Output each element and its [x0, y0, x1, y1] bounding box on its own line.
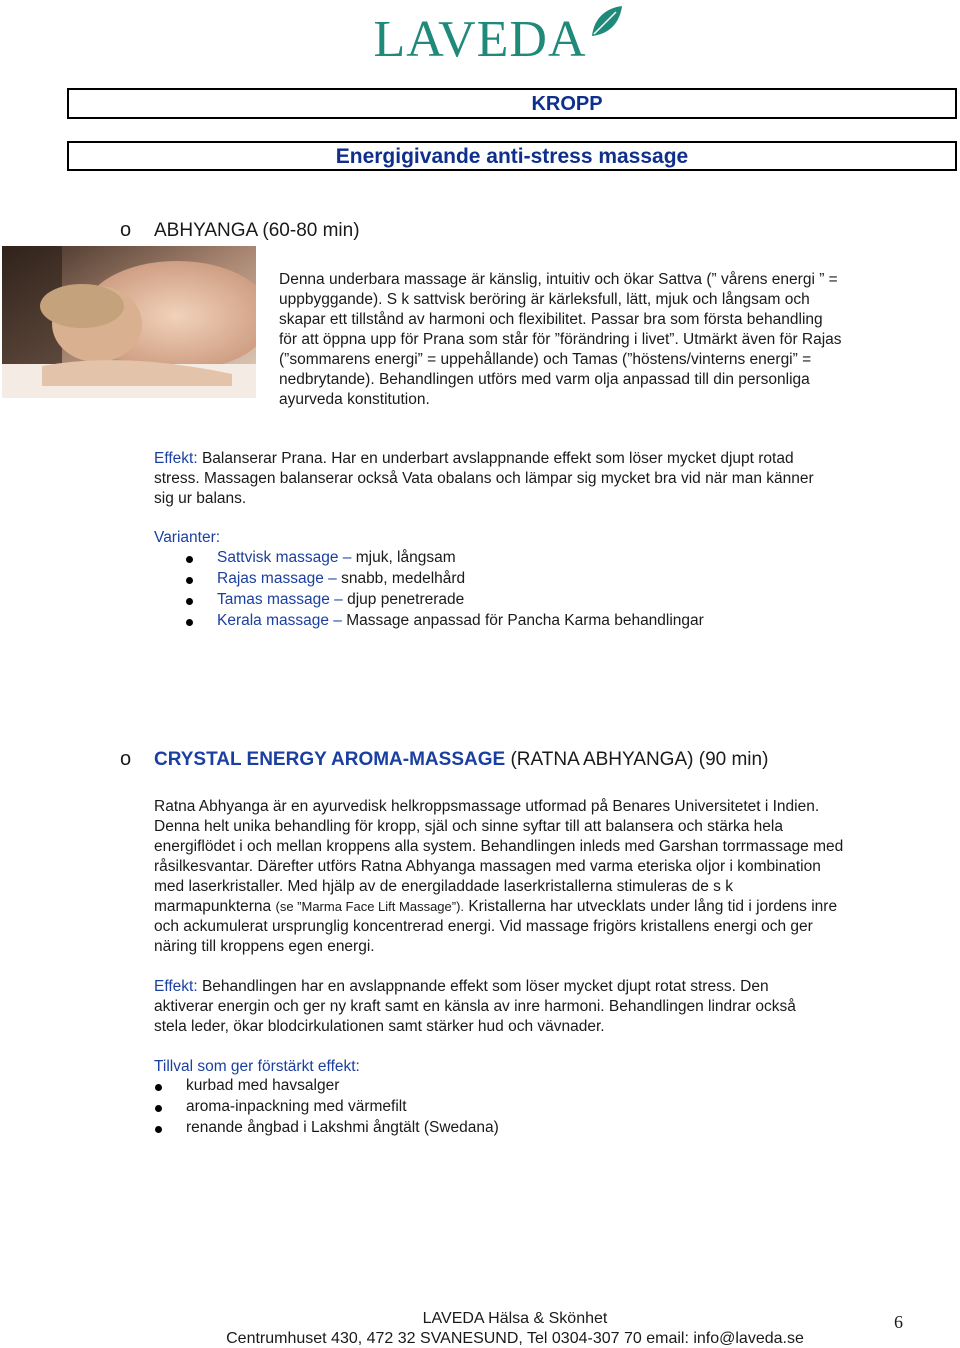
- bullet-icon: [155, 1084, 162, 1091]
- text-line: råsilkesvantar. Därefter utförs Ratna Abhyanga massagen med varma eteriska oljor i kombination: [154, 858, 821, 875]
- bullet-icon: [155, 1126, 162, 1133]
- variant-name: Rajas massage –: [217, 570, 337, 587]
- massage-photo: [2, 246, 256, 398]
- bullet-icon: [186, 619, 193, 626]
- text-line: nedbrytande). Behandlingen utförs med varm olja anpassad till din personliga: [279, 371, 810, 388]
- brand-logo: LAVEDA: [373, 11, 587, 68]
- text-line: ayurveda konstitution.: [279, 391, 430, 408]
- addon-label: kurbad med havsalger: [186, 1077, 340, 1094]
- effect-paragraph: [154, 977, 944, 1037]
- addon-label: aroma-inpackning med värmefilt: [186, 1098, 407, 1115]
- treatment-title: ABHYANGA (60-80 min): [154, 220, 360, 241]
- text-line: med laserkristaller. Med hjälp av de energiladdade laserkristallerna stimuleras de s k: [154, 878, 733, 895]
- text-line: skapar ett tillstånd av harmoni och flexibilitet. Passar bra som första behandling: [279, 311, 823, 328]
- list-item: [217, 612, 917, 633]
- text-line: Kristallerna har utvecklats under lång tid i jordens inre: [464, 898, 838, 915]
- section-heading: KROPP: [531, 93, 603, 115]
- bullet-icon: [186, 598, 193, 605]
- footer-company: LAVEDA Hälsa & Skönhet: [422, 1310, 608, 1327]
- text-line: Balanserar Prana. Har en underbart avslappnande effekt som löser mycket djupt rotad: [197, 450, 794, 467]
- variants-list: [217, 549, 917, 633]
- treatment-title-bold: CRYSTAL ENERGY AROMA-MASSAGE: [154, 749, 506, 770]
- addon-label: renande ångbad i Lakshmi ångtält (Swedana): [186, 1119, 499, 1136]
- addons-heading: Tillval som ger förstärkt effekt:: [154, 1058, 360, 1075]
- section-banner: [67, 88, 957, 119]
- treatment-title: [154, 749, 768, 771]
- effect-paragraph: [154, 449, 934, 509]
- footer-address: Centrumhuset 430, 472 32 SVANESUND, Tel 0304-307 70 email: info@laveda.se: [226, 1330, 804, 1347]
- list-marker: o: [120, 748, 132, 770]
- page-subtitle: Energigivande anti-stress massage: [335, 145, 689, 168]
- leaf-icon: [588, 4, 624, 40]
- variant-desc: snabb, medelhård: [336, 570, 466, 587]
- treatment-description: [154, 797, 944, 957]
- subtitle-banner: [67, 141, 957, 171]
- treatment-description: [279, 270, 919, 410]
- text-line: sig ur balans.: [154, 490, 247, 507]
- list-item: [217, 549, 917, 570]
- bullet-icon: [186, 577, 193, 584]
- list-item: [217, 570, 917, 591]
- variant-desc: mjuk, långsam: [351, 549, 456, 566]
- effect-label: Effekt:: [154, 450, 198, 467]
- cross-reference: (se ”Marma Face Lift Massage”).: [275, 899, 465, 914]
- page-number: 6: [894, 1312, 903, 1332]
- list-item: [186, 1077, 886, 1098]
- text-line: och ackumulerat ursprunglig koncentrerad energi. Vid massage frigörs kristallens energi och ger: [154, 918, 813, 935]
- text-line: Denna helt unika behandling för kropp, själ och sinne syftar till att balansera och stärka hela: [154, 818, 783, 835]
- text-line: Ratna Abhyanga är en ayurvedisk helkroppsmassage utformad på Benares Universitetet i Indien.: [154, 798, 820, 815]
- text-line: Denna underbara massage är känslig, intuitiv och ökar Sattva (” vårens energi ” =: [279, 271, 838, 288]
- text-line: stress. Massagen balanserar också Vata obalans och lämpar sig mycket bra vid när man känner: [154, 470, 814, 487]
- effect-label: Effekt:: [154, 978, 198, 995]
- text-line: energiflödet i och mellan kroppens alla system. Behandlingen inleds med Garshan torrmassage med: [154, 838, 844, 855]
- text-line: för att öppna upp för Prana som står för ”förändring i livet”. Utmärkt även för Rajas: [279, 331, 842, 348]
- text-line: aktiverar energin och ger ny kraft samt en känsla av inre harmoni. Behandlingen lindrar också: [154, 998, 796, 1015]
- text-line: (”sommarens energi” = uppehållande) och Tamas (”höstens/vinterns energi” =: [279, 351, 812, 368]
- list-item: [186, 1119, 886, 1140]
- text-line: marmapunkterna: [154, 898, 276, 915]
- treatment-title-rest: (RATNA ABHYANGA) (90 min): [505, 749, 769, 770]
- variant-name: Tamas massage –: [217, 591, 343, 608]
- list-item: [186, 1098, 886, 1119]
- text-line: uppbyggande). S k sattvisk beröring är kärleksfull, lätt, mjuk och långsam och: [279, 291, 810, 308]
- list-marker: o: [120, 219, 132, 241]
- text-line: Behandlingen har en avslappnande effekt som löser mycket djupt rotat stress. Den: [197, 978, 769, 995]
- variants-heading: Varianter:: [154, 529, 221, 546]
- variant-desc: djup penetrerade: [342, 591, 465, 608]
- text-line: näring till kroppens egen energi.: [154, 938, 375, 955]
- bullet-icon: [155, 1105, 162, 1112]
- list-item: [217, 591, 917, 612]
- variant-desc: Massage anpassad för Pancha Karma behandlingar: [341, 612, 704, 629]
- bullet-icon: [186, 556, 193, 563]
- variant-name: Kerala massage –: [217, 612, 342, 629]
- variant-name: Sattvisk massage –: [217, 549, 352, 566]
- text-line: stela leder, ökar blodcirkulationen samt stärker hud och vävnader.: [154, 1018, 605, 1035]
- addons-list: [186, 1077, 886, 1140]
